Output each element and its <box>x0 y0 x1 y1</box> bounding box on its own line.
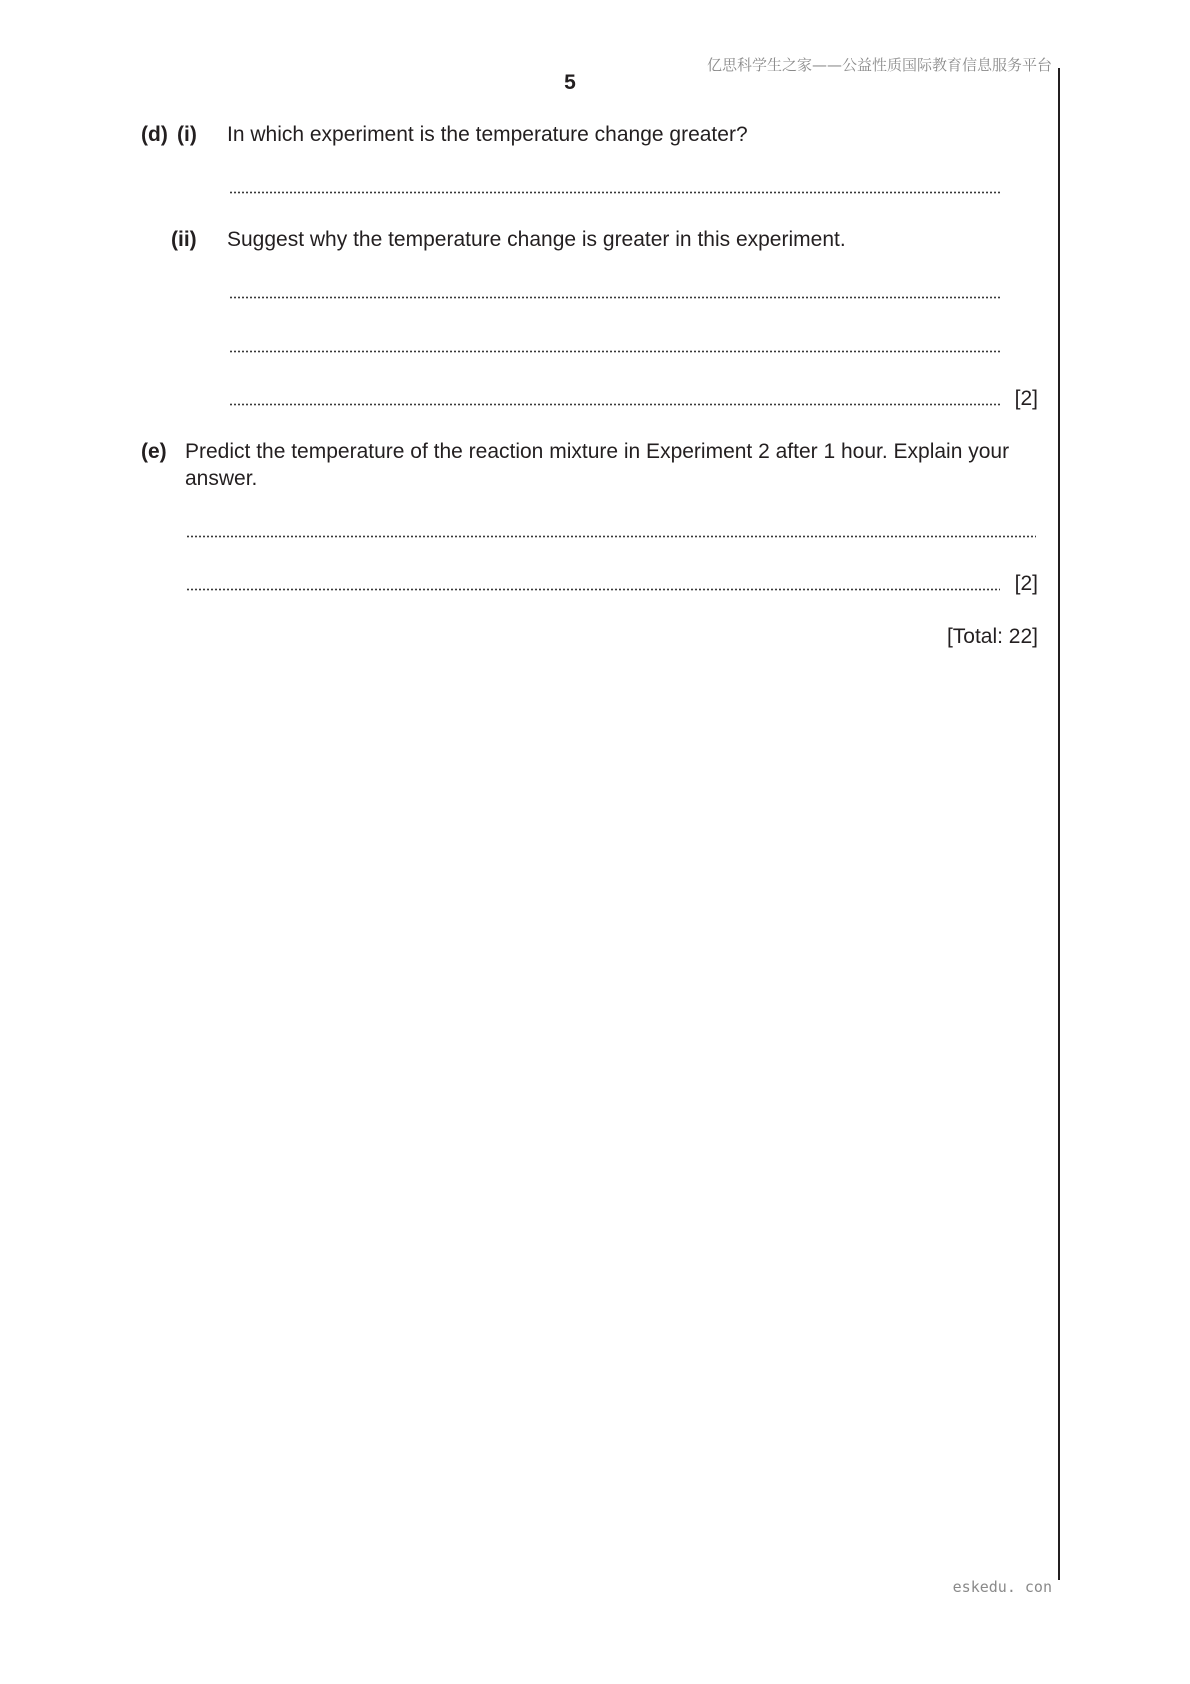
answer-line-d-ii-3[interactable] <box>229 403 1000 406</box>
part-i-label: (i) <box>177 123 197 146</box>
page-number: 5 <box>564 71 576 94</box>
answer-line-e-1[interactable] <box>186 535 1036 538</box>
question-e-text-line2: answer. <box>185 467 258 490</box>
part-i-question: In which experiment is the temperature change greater? <box>227 123 748 146</box>
part-ii-label: (ii) <box>171 228 197 251</box>
watermark: 亿思科学生之家——公益性质国际教育信息服务平台 <box>706 56 1052 74</box>
part-ii-question: Suggest why the temperature change is greater in this experiment. <box>227 228 846 251</box>
mark-allocation-d: [2] <box>1014 387 1038 410</box>
question-e-text-line1: Predict the temperature of the reaction mixture in Experiment 2 after 1 hour. Explain your <box>185 440 1010 463</box>
margin-rule <box>1058 68 1060 1580</box>
answer-line-e-2[interactable] <box>186 588 1000 591</box>
question-e-label: (e) <box>141 440 167 463</box>
answer-line-d-ii-2[interactable] <box>229 350 1000 353</box>
mark-allocation-e: [2] <box>1014 572 1038 595</box>
question-d-label: (d) <box>141 123 168 146</box>
footer-site: eskedu. con <box>952 1578 1052 1596</box>
total-marks: [Total: 22] <box>946 625 1038 648</box>
answer-line-d-ii-1[interactable] <box>229 296 1000 299</box>
answer-line-d-i[interactable] <box>229 191 1000 194</box>
